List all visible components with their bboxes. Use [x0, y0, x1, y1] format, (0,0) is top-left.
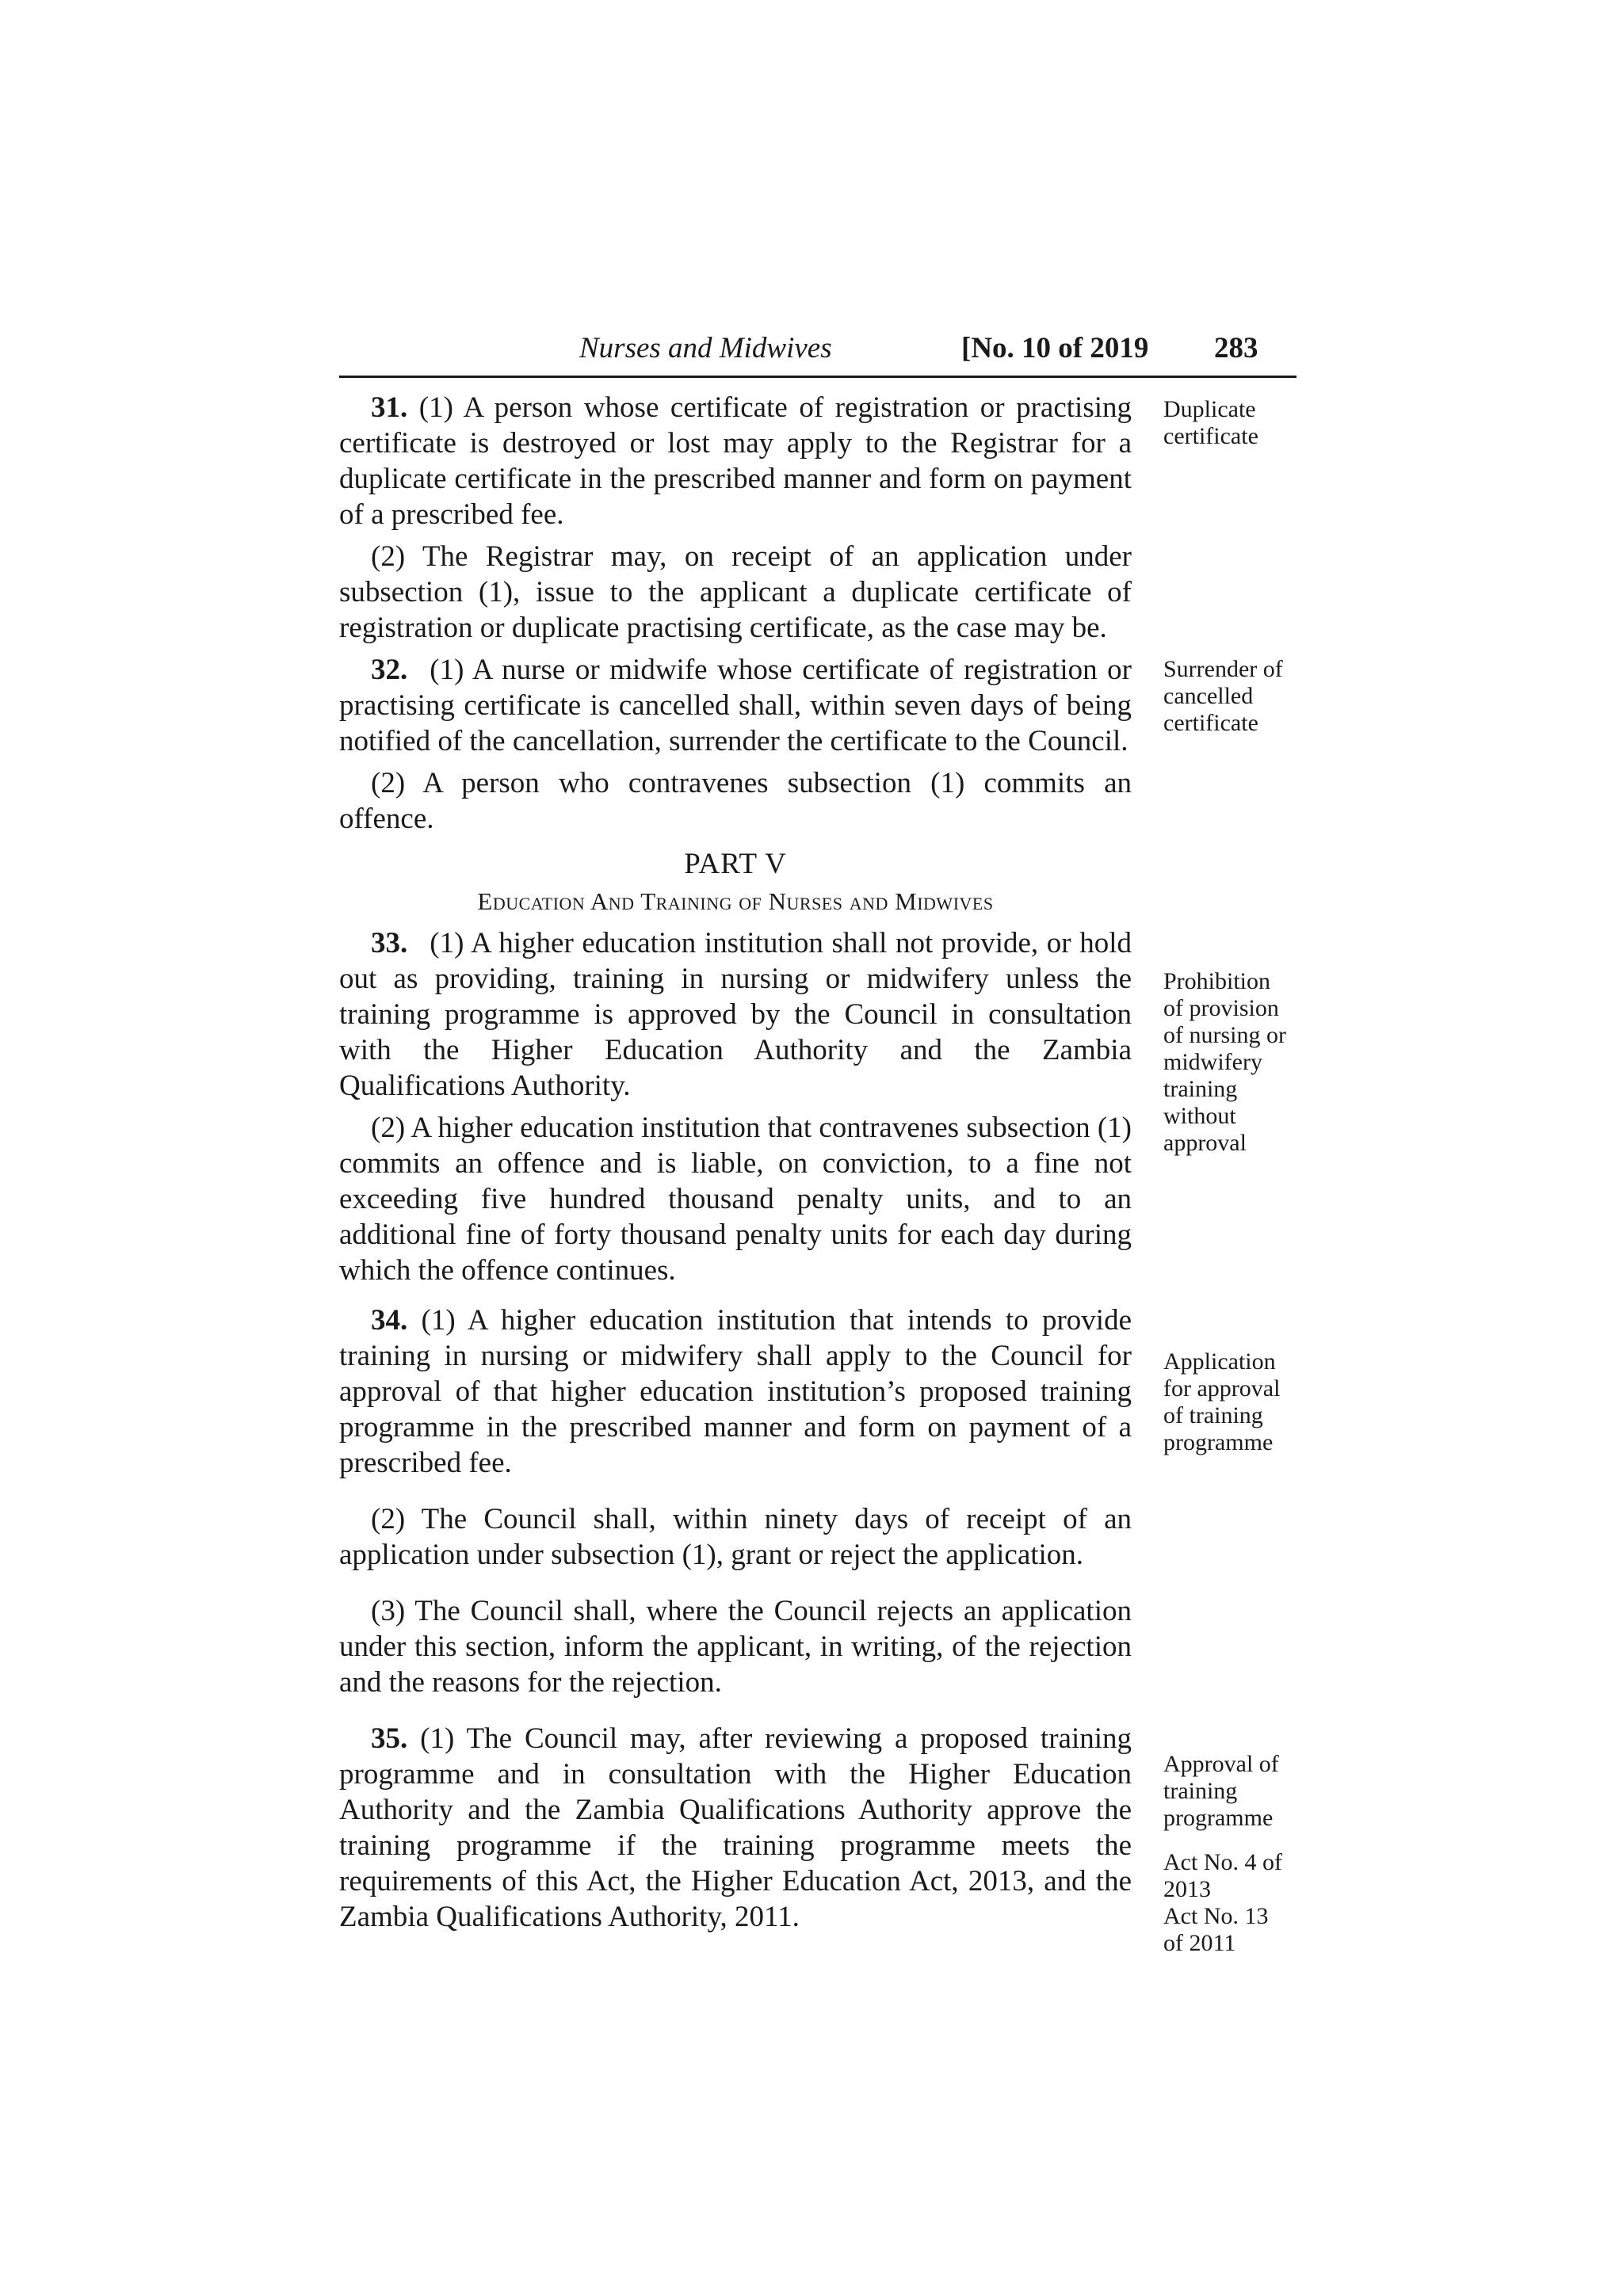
main-text — [339, 390, 1132, 1935]
section-number: 35. — [371, 1722, 408, 1755]
margin-note-line: of training — [1163, 1402, 1263, 1428]
paragraph-text: (1) The Council may, after reviewing a proposed training programme and in consultation with the Higher Education Authority and the Zambia Qualifications Authority approve the training programme if the training programme meets the requirements of this Act, the Higher Education Act, 2013, and the Zambia Qualifications Authority, 2011. — [339, 1722, 1132, 1933]
margin-note-duplicate-certificate — [1163, 396, 1300, 450]
section-33-subsection-1 — [339, 925, 1132, 1104]
margin-note-line: of provision — [1163, 995, 1279, 1021]
margin-note-line: 2013 — [1163, 1876, 1211, 1902]
header-act-number: [No. 10 of 2019 — [961, 332, 1149, 364]
section-34-subsection-1 — [339, 1302, 1132, 1481]
margin-note-line: certificate — [1163, 710, 1258, 736]
paragraph-text: (2) A person who contravenes subsection (1) commits an offence. — [339, 767, 1132, 835]
section-32-subsection-1 — [339, 652, 1132, 759]
margin-note-line: approval — [1163, 1130, 1247, 1156]
margin-note-line: cancelled — [1163, 683, 1254, 709]
margin-note-line: programme — [1163, 1429, 1274, 1455]
section-35-subsection-1 — [339, 1721, 1132, 1935]
part-subtitle: Education And Training of Nurses and Midwives — [477, 887, 994, 915]
section-32-subsection-2 — [339, 765, 1132, 837]
paragraph-text: (1) A nurse or midwife whose certificate of registration or practising certificate is cancelled shall, within seven days of being notified of the cancellation, surrender the certificate to the Council. — [339, 654, 1132, 757]
margin-note-line: training — [1163, 1076, 1238, 1102]
margin-note-surrender-certificate — [1163, 656, 1300, 737]
margin-note-line: Act No. 4 of — [1163, 1849, 1282, 1875]
margin-note-line: without — [1163, 1103, 1236, 1129]
margin-note-line: for approval — [1163, 1375, 1281, 1402]
margin-note-prohibition — [1163, 968, 1300, 1157]
section-number: 34. — [371, 1304, 408, 1337]
paragraph-text: (1) A higher education institution that intends to provide training in nursing or midwifery shall apply to the Council for approval of that higher education institution’s proposed training programme in the prescribed manner and form on payment of a prescribed fee. — [339, 1304, 1132, 1479]
section-31-subsection-1 — [339, 390, 1132, 532]
paragraph-text: (1) A person whose certificate of registration or practising certificate is destroyed or lost may apply to the Registrar for a duplicate certificate in the prescribed manner and form on payment of a prescribed fee. — [339, 391, 1132, 531]
paragraph-text: (3) The Council shall, where the Council rejects an application under this section, inform the applicant, in writing, of the rejection and the reasons for the rejection. — [339, 1595, 1132, 1699]
section-number: 33. — [371, 927, 408, 959]
paragraph-text: (1) A higher education institution shall not provide, or hold out as providing, training in nursing or midwifery unless the training programme is approved by the Council in consultation with the Higher Education Authority and the Zambia Qualifications Authority. — [339, 927, 1132, 1102]
margin-note-line: Application — [1163, 1348, 1276, 1375]
section-number: 31. — [371, 391, 408, 424]
margin-note-act-references — [1163, 1849, 1300, 1957]
paragraph-text: (2) The Council shall, within ninety days of receipt of an application under subsection (1), grant or reject the application. — [339, 1503, 1132, 1571]
header-rule — [339, 376, 1296, 378]
margin-note-line: Surrender of — [1163, 656, 1283, 682]
margin-note-line: of nursing or — [1163, 1022, 1286, 1048]
margin-note-line: Approval of — [1163, 1751, 1279, 1777]
part-title: PART V — [684, 848, 787, 880]
running-header — [339, 331, 1296, 363]
paragraph-text: (2) A higher education institution that contravenes subsection (1) commits an offence and is liable, on conviction, to a fine not exceeding five hundred thousand penalty units, and to an additional fine of forty thousand penalty units for each day during which the offence continues. — [339, 1112, 1132, 1287]
margin-note-line: midwifery — [1163, 1049, 1262, 1075]
margin-note-line: Prohibition — [1163, 968, 1271, 994]
section-number: 32. — [371, 654, 408, 686]
margin-note-line: of 2011 — [1163, 1930, 1236, 1956]
paragraph-text: (2) The Registrar may, on receipt of an application under subsection (1), issue to the applicant a duplicate certificate of registration or duplicate practising certificate, as the case may be. — [339, 540, 1132, 644]
section-31-subsection-2 — [339, 539, 1132, 646]
margin-note-line: Duplicate — [1163, 396, 1256, 422]
margin-note-application-approval — [1163, 1348, 1300, 1456]
margin-note-line: training — [1163, 1778, 1238, 1804]
section-34-subsection-2 — [339, 1501, 1132, 1573]
margin-note-line: Act No. 13 — [1163, 1903, 1269, 1929]
section-33-subsection-2 — [339, 1110, 1132, 1288]
margin-note-line: programme — [1163, 1805, 1274, 1831]
margin-note-line: certificate — [1163, 423, 1258, 449]
margin-note-approval-training — [1163, 1751, 1300, 1832]
page-number: 283 — [1214, 332, 1258, 364]
header-title: Nurses and Midwives — [579, 332, 832, 364]
section-34-subsection-3 — [339, 1593, 1132, 1700]
